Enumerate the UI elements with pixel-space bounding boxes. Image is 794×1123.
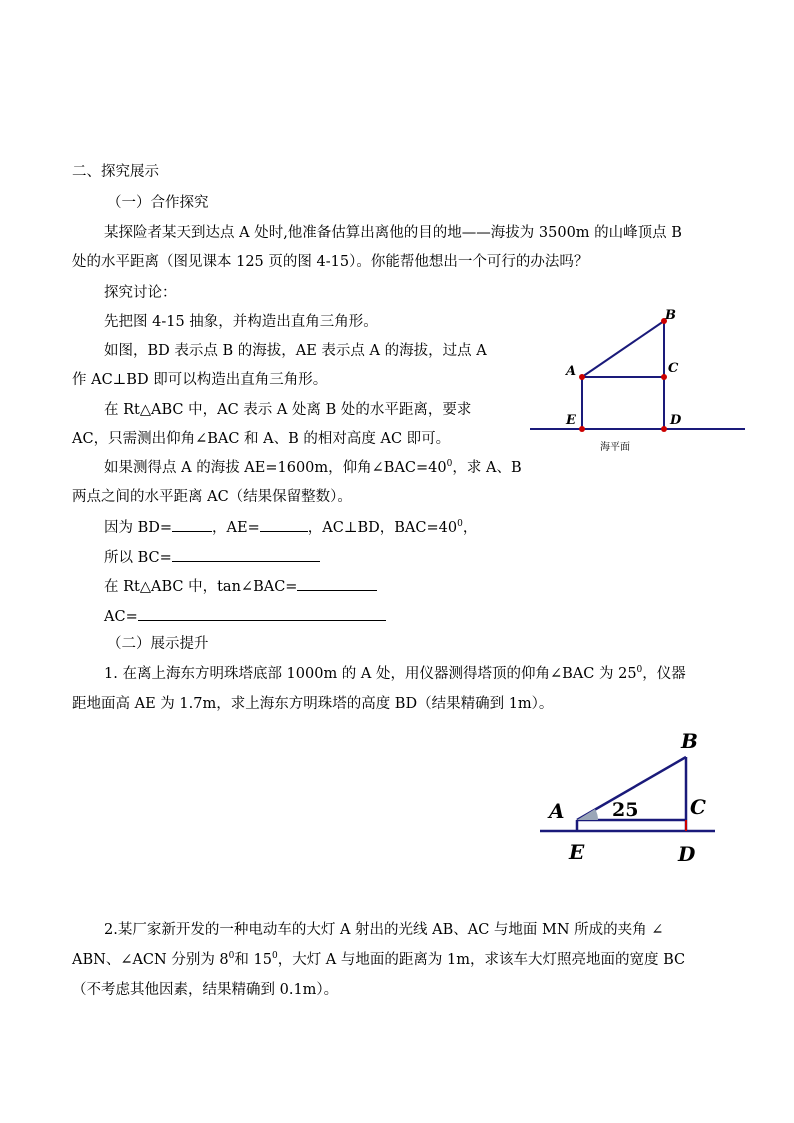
figure-1-diagram [525, 305, 750, 455]
discussion-heading: 探究讨论： [104, 285, 177, 301]
label-c: C [690, 795, 706, 819]
angle-marker [577, 809, 598, 820]
rt-triangle-text-2: AC，只需测出仰角∠BAC 和 A、B 的相对高度 AC 即可。 [72, 431, 451, 447]
label-e: E [569, 840, 585, 864]
blank-ac[interactable] [138, 606, 386, 621]
point-d [661, 426, 667, 432]
angle-label: 25 [612, 799, 639, 821]
question2-line-1: 2.某厂家新开发的一种电动车的大灯 A 射出的光线 AB、AC 与地面 MN 所成的夹角 ∠ [104, 922, 664, 938]
point-e [579, 426, 585, 432]
given-data-line-2: 两点之间的水平距离 AC（结果保留整数）。 [72, 489, 352, 505]
fill-in-line-3: 在 Rt△ABC 中，tan∠BAC= [104, 576, 377, 597]
sea-level-caption: 海平面 [600, 442, 630, 453]
problem-line-2: 处的水平距离（图见课本 125 页的图 4-15）。你能帮他想出一个可行的办法吗？ [72, 254, 589, 270]
label-a: A [549, 799, 565, 823]
label-b: B [665, 308, 676, 323]
fill-in-line-4: AC= [104, 606, 386, 627]
label-a: A [566, 364, 577, 379]
segment-ab [582, 321, 664, 377]
label-c: C [668, 361, 679, 376]
given-data-line-1: 如果测得点 A 的海拔 AE=1600m，仰角$\angle BAC=40^0$，求 A、B [104, 459, 522, 476]
label-d: D [678, 842, 696, 866]
subsection-cooperative: （一）合作探究 [107, 195, 209, 211]
question1-line-1: 1. 在离上海东方明珠塔底部 1000m 的 A 处，用仪器测得塔顶的仰角∠BAC 为 $25^0$，仪器 [104, 665, 686, 682]
blank-ae[interactable] [260, 517, 308, 532]
blank-tan[interactable] [297, 576, 377, 591]
subsection-show: （二）展示提升 [107, 636, 209, 652]
abstraction-text: 先把图 4-15 抽象，并构造出直角三角形。 [104, 314, 378, 330]
problem-line-1: 某探险者某天到达点 A 处时,他准备估算出离他的目的地——海拔为 3500m 的山峰顶点 B [104, 225, 682, 241]
point-c [661, 374, 667, 380]
diagram-explanation-2: 作 AC⊥BD 即可以构造出直角三角形。 [72, 372, 328, 388]
label-b: B [681, 729, 698, 753]
section-title: 二、探究展示 [72, 164, 159, 180]
blank-bc[interactable] [172, 547, 320, 562]
question2-line-3: （不考虑其他因素，结果精确到 0.1m）。 [72, 982, 339, 998]
label-e: E [566, 413, 576, 428]
figure-2-diagram [540, 725, 720, 870]
rt-triangle-text-1: 在 Rt△ABC 中，AC 表示 A 处离 B 处的水平距离，要求 [104, 402, 472, 418]
point-a [579, 374, 585, 380]
fill-in-line-2: 所以 BC= [104, 547, 320, 568]
question1-line-2: 距地面高 AE 为 1.7m，求上海东方明珠塔的高度 BD（结果精确到 1m）。 [72, 696, 554, 712]
blank-bd[interactable] [172, 517, 212, 532]
question2-line-2: ABN、∠ACN 分别为 $8^0$和 $15^0$，大灯 A 与地面的距离为 1m，求该车大灯照亮地面的宽度 BC [72, 951, 686, 968]
label-d: D [670, 413, 682, 428]
diagram-explanation-1: 如图，BD 表示点 B 的海拔，AE 表示点 A 的海拔，过点 A [104, 343, 487, 359]
fill-in-line-1: 因为 BD= ，AE= ，AC⊥BD，$BAC=40^0$， [104, 519, 478, 536]
